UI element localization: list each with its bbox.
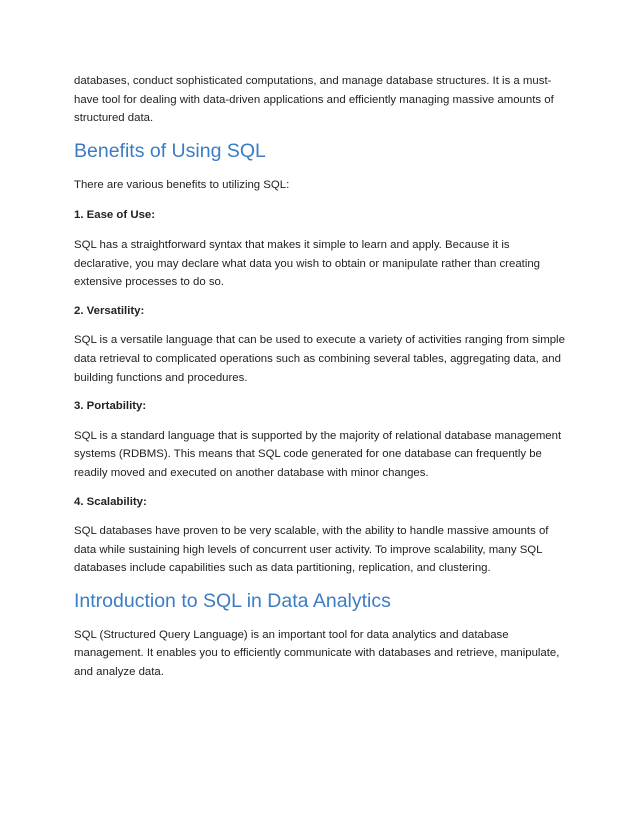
benefit-body-portability: SQL is a standard language that is supported by the majority of relational database management systems (RDBMS). This means that SQL code generated for one database can frequently be readily moved and executed on another database with minor changes. bbox=[74, 429, 562, 479]
benefit-title-versatility: 2. Versatility: bbox=[74, 304, 145, 317]
benefit-body-versatility: SQL is a versatile language that can be used to execute a variety of activities ranging from simple data retrieval to complicated operations such as combining several tables, aggregating data, and building functions and procedures. bbox=[74, 334, 565, 384]
analytics-heading: Introduction to SQL in Data Analytics bbox=[74, 589, 391, 612]
benefit-body-scalability: SQL databases have proven to be very scalable, with the ability to handle massive amounts of data while sustaining high levels of concurrent user activity. To improve scalability, many SQL databases include capabilities such as data partitioning, replication, and clustering. bbox=[74, 525, 549, 575]
benefits-lead: There are various benefits to utilizing SQL: bbox=[74, 178, 290, 191]
benefit-title-scalability: 4. Scalability: bbox=[74, 495, 147, 508]
analytics-paragraph: SQL (Structured Query Language) is an important tool for data analytics and database management. It enables you to efficiently communicate with databases and retrieve, manipulate, and analyze data. bbox=[74, 628, 560, 679]
benefits-heading: Benefits of Using SQL bbox=[74, 139, 266, 162]
benefit-body-ease-of-use: SQL has a straightforward syntax that makes it simple to learn and apply. Because it is declarative, you may declare what data you wish to obtain or manipulate rather than creating extensive processes to do so. bbox=[74, 238, 541, 289]
benefit-title-ease-of-use: 1. Ease of Use: bbox=[74, 209, 156, 222]
intro-paragraph: databases, conduct sophisticated computations, and manage database structures. It is a must-have tool for dealing with data-driven applications and efficiently managing massive amounts of structured data. bbox=[74, 75, 554, 125]
benefit-title-portability: 3. Portability: bbox=[74, 400, 147, 413]
